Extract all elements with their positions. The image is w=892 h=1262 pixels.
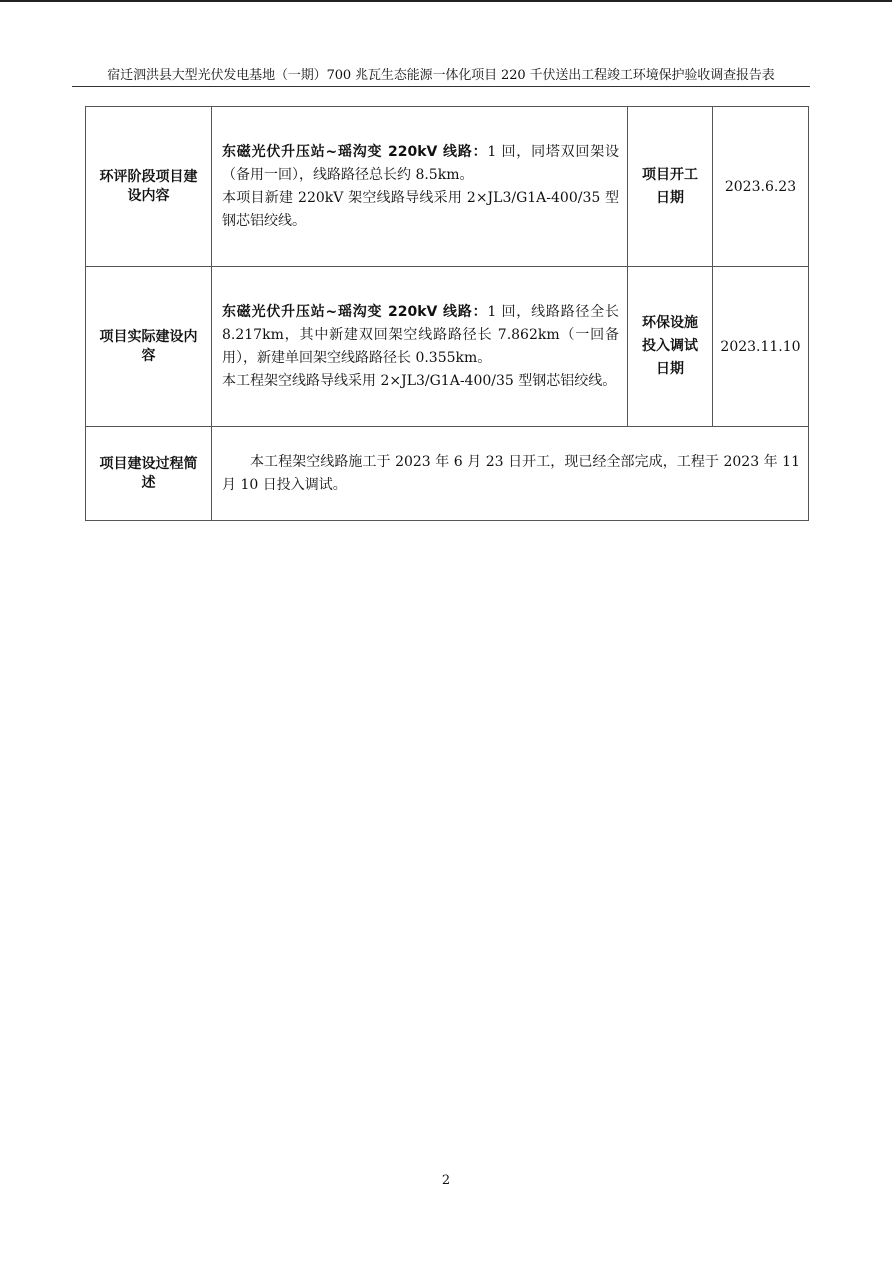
- route-name: 东磁光伏升压站~瑶沟变 220kV 线路：: [222, 303, 488, 320]
- page-number: 2: [441, 1173, 451, 1188]
- conductor-description: 本项目新建 220kV 架空线路导线采用 2×JL3/G1A-400/35 型钢芯铝绞线。: [222, 189, 619, 229]
- table-row: [86, 427, 809, 521]
- row-label: [86, 267, 212, 427]
- row-label-text: 项目实际建设内容: [99, 328, 198, 364]
- row-label-text: 环评阶段项目建设内容: [99, 168, 198, 204]
- table-row: [86, 267, 809, 427]
- top-border-line: [0, 0, 892, 2]
- route-name: 东磁光伏升压站~瑶沟变 220kV 线路：: [222, 143, 488, 160]
- row-content: [212, 267, 628, 427]
- row-content: [212, 107, 628, 267]
- conductor-description: 本工程架空线路导线采用 2×JL3/G1A-400/35 型钢芯铝绞线。: [222, 372, 617, 389]
- row-label: [86, 427, 212, 521]
- route-description: 1 回，同塔双回架设（备用一回），线路路径总长约 8.5km。: [222, 143, 619, 183]
- row-label-text: 项目建设过程简述: [99, 455, 198, 491]
- commissioning-date-label: 环保设施投入调试日期: [628, 267, 713, 427]
- document-header: 宿迁泗洪县大型光伏发电基地（一期）700 兆瓦生态能源一体化项目 220 千伏送出工程竣工环境保护验收调查报告表: [72, 64, 810, 87]
- start-date-label: 项目开工日期: [628, 107, 713, 267]
- commissioning-date-value: 2023.11.10: [713, 267, 809, 427]
- process-summary-text: 本工程架空线路施工于 2023 年 6 月 23 日开工，现已经全部完成，工程于 2023 年 11 月 10 日投入调试。: [222, 453, 800, 493]
- row-label: [86, 107, 212, 267]
- process-summary: [212, 427, 809, 521]
- table-row: [86, 107, 809, 267]
- project-info-table: [85, 106, 809, 521]
- route-description: 1 回，线路路径全长 8.217km，其中新建双回架空线路路径长 7.862km（一回备用），新建单回架空线路路径长 0.355km。: [222, 303, 619, 366]
- start-date-value: 2023.6.23: [713, 107, 809, 267]
